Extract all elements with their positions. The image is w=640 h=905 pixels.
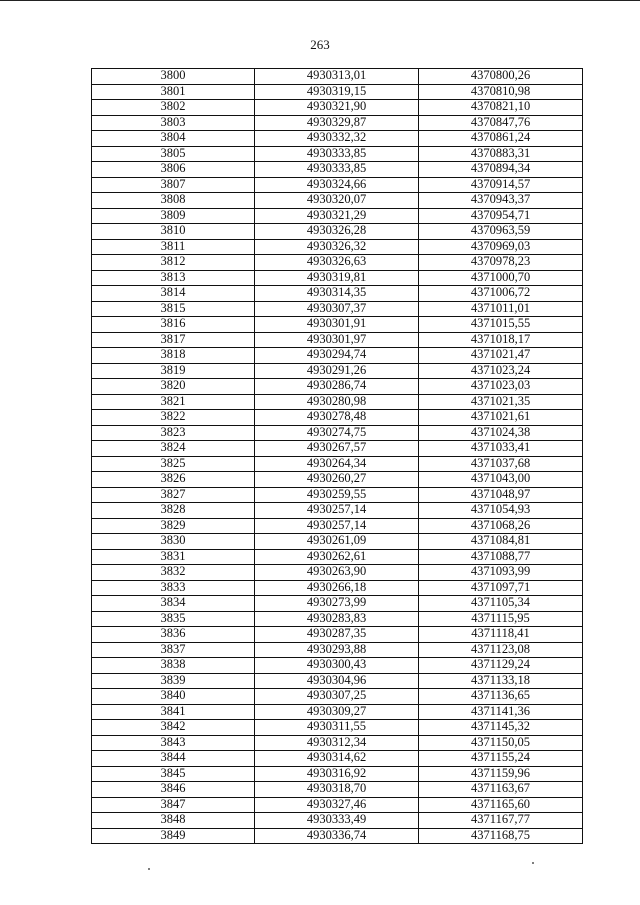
table-row [92,394,583,410]
table-row [92,348,583,364]
table-row [92,255,583,271]
y-coordinate-cell: 4370963,59 [419,224,583,240]
table-row [92,735,583,751]
x-coordinate-cell: 4930286,74 [255,379,419,395]
y-coordinate-cell: 4371023,24 [419,363,583,379]
table-row [92,332,583,348]
x-coordinate-cell: 4930309,27 [255,704,419,720]
y-coordinate-cell: 4370847,76 [419,115,583,131]
x-coordinate-cell: 4930326,32 [255,239,419,255]
point-number-cell: 3818 [92,348,255,364]
y-coordinate-cell: 4371068,26 [419,518,583,534]
y-coordinate-cell: 4370914,57 [419,177,583,193]
point-number-cell: 3847 [92,797,255,813]
table-row [92,317,583,333]
page-top-edge [0,0,640,1]
x-coordinate-cell: 4930263,90 [255,565,419,581]
x-coordinate-cell: 4930262,61 [255,549,419,565]
x-coordinate-cell: 4930319,81 [255,270,419,286]
table-row [92,596,583,612]
point-number-cell: 3810 [92,224,255,240]
y-coordinate-cell: 4371105,34 [419,596,583,612]
x-coordinate-cell: 4930333,85 [255,162,419,178]
point-number-cell: 3813 [92,270,255,286]
x-coordinate-cell: 4930336,74 [255,828,419,844]
table-row [92,782,583,798]
y-coordinate-cell: 4371006,72 [419,286,583,302]
point-number-cell: 3849 [92,828,255,844]
y-coordinate-cell: 4371155,24 [419,751,583,767]
y-coordinate-cell: 4371021,61 [419,410,583,426]
point-number-cell: 3848 [92,813,255,829]
x-coordinate-cell: 4930327,46 [255,797,419,813]
point-number-cell: 3840 [92,689,255,705]
table-row [92,193,583,209]
x-coordinate-cell: 4930332,32 [255,131,419,147]
point-number-cell: 3843 [92,735,255,751]
table-row [92,115,583,131]
y-coordinate-cell: 4371167,77 [419,813,583,829]
x-coordinate-cell: 4930267,57 [255,441,419,457]
y-coordinate-cell: 4371048,97 [419,487,583,503]
y-coordinate-cell: 4371133,18 [419,673,583,689]
table-row [92,379,583,395]
table-row [92,270,583,286]
x-coordinate-cell: 4930280,98 [255,394,419,410]
table-row [92,425,583,441]
point-number-cell: 3832 [92,565,255,581]
table-row [92,813,583,829]
table-row [92,84,583,100]
x-coordinate-cell: 4930314,62 [255,751,419,767]
y-coordinate-cell: 4370954,71 [419,208,583,224]
coordinates-table [91,68,583,844]
x-coordinate-cell: 4930324,66 [255,177,419,193]
point-number-cell: 3816 [92,317,255,333]
x-coordinate-cell: 4930264,34 [255,456,419,472]
y-coordinate-cell: 4371023,03 [419,379,583,395]
table-row [92,410,583,426]
table-row [92,472,583,488]
y-coordinate-cell: 4371118,41 [419,627,583,643]
point-number-cell: 3808 [92,193,255,209]
point-number-cell: 3829 [92,518,255,534]
y-coordinate-cell: 4370883,31 [419,146,583,162]
x-coordinate-cell: 4930319,15 [255,84,419,100]
x-coordinate-cell: 4930318,70 [255,782,419,798]
x-coordinate-cell: 4930257,14 [255,503,419,519]
y-coordinate-cell: 4371011,01 [419,301,583,317]
point-number-cell: 3828 [92,503,255,519]
x-coordinate-cell: 4930300,43 [255,658,419,674]
x-coordinate-cell: 4930287,35 [255,627,419,643]
x-coordinate-cell: 4930333,85 [255,146,419,162]
table-row [92,766,583,782]
table-row [92,100,583,116]
point-number-cell: 3842 [92,720,255,736]
y-coordinate-cell: 4371024,38 [419,425,583,441]
table-row [92,363,583,379]
x-coordinate-cell: 4930304,96 [255,673,419,689]
table-row [92,69,583,85]
point-number-cell: 3800 [92,69,255,85]
y-coordinate-cell: 4371159,96 [419,766,583,782]
y-coordinate-cell: 4371000,70 [419,270,583,286]
point-number-cell: 3827 [92,487,255,503]
point-number-cell: 3819 [92,363,255,379]
point-number-cell: 3812 [92,255,255,271]
point-number-cell: 3814 [92,286,255,302]
table-row [92,162,583,178]
x-coordinate-cell: 4930307,37 [255,301,419,317]
table-row [92,549,583,565]
y-coordinate-cell: 4370800,26 [419,69,583,85]
table-row [92,720,583,736]
table-row [92,642,583,658]
point-number-cell: 3839 [92,673,255,689]
table-row [92,503,583,519]
point-number-cell: 3802 [92,100,255,116]
y-coordinate-cell: 4370978,23 [419,255,583,271]
x-coordinate-cell: 4930259,55 [255,487,419,503]
point-number-cell: 3820 [92,379,255,395]
point-number-cell: 3803 [92,115,255,131]
y-coordinate-cell: 4371129,24 [419,658,583,674]
y-coordinate-cell: 4371097,71 [419,580,583,596]
y-coordinate-cell: 4370969,03 [419,239,583,255]
point-number-cell: 3838 [92,658,255,674]
x-coordinate-cell: 4930278,48 [255,410,419,426]
table-row [92,580,583,596]
x-coordinate-cell: 4930301,91 [255,317,419,333]
y-coordinate-cell: 4371150,05 [419,735,583,751]
coordinates-table-body [92,69,583,844]
point-number-cell: 3831 [92,549,255,565]
table-row [92,627,583,643]
x-coordinate-cell: 4930293,88 [255,642,419,658]
x-coordinate-cell: 4930294,74 [255,348,419,364]
y-coordinate-cell: 4371163,67 [419,782,583,798]
y-coordinate-cell: 4371018,17 [419,332,583,348]
table-row [92,131,583,147]
x-coordinate-cell: 4930321,90 [255,100,419,116]
table-row [92,456,583,472]
x-coordinate-cell: 4930329,87 [255,115,419,131]
y-coordinate-cell: 4370943,37 [419,193,583,209]
point-number-cell: 3825 [92,456,255,472]
x-coordinate-cell: 4930311,55 [255,720,419,736]
point-number-cell: 3826 [92,472,255,488]
table-row [92,611,583,627]
y-coordinate-cell: 4371093,99 [419,565,583,581]
x-coordinate-cell: 4930261,09 [255,534,419,550]
y-coordinate-cell: 4371145,32 [419,720,583,736]
table-row [92,224,583,240]
point-number-cell: 3806 [92,162,255,178]
point-number-cell: 3834 [92,596,255,612]
point-number-cell: 3809 [92,208,255,224]
y-coordinate-cell: 4370810,98 [419,84,583,100]
point-number-cell: 3807 [92,177,255,193]
point-number-cell: 3822 [92,410,255,426]
y-coordinate-cell: 4371123,08 [419,642,583,658]
table-row [92,658,583,674]
x-coordinate-cell: 4930301,97 [255,332,419,348]
table-row [92,828,583,844]
table-row [92,286,583,302]
y-coordinate-cell: 4371141,36 [419,704,583,720]
x-coordinate-cell: 4930260,27 [255,472,419,488]
x-coordinate-cell: 4930316,92 [255,766,419,782]
table-row [92,797,583,813]
point-number-cell: 3836 [92,627,255,643]
x-coordinate-cell: 4930291,26 [255,363,419,379]
y-coordinate-cell: 4371168,75 [419,828,583,844]
x-coordinate-cell: 4930314,35 [255,286,419,302]
point-number-cell: 3835 [92,611,255,627]
point-number-cell: 3811 [92,239,255,255]
point-number-cell: 3823 [92,425,255,441]
table-row [92,565,583,581]
point-number-cell: 3804 [92,131,255,147]
x-coordinate-cell: 4930283,83 [255,611,419,627]
x-coordinate-cell: 4930313,01 [255,69,419,85]
point-number-cell: 3841 [92,704,255,720]
point-number-cell: 3815 [92,301,255,317]
point-number-cell: 3805 [92,146,255,162]
y-coordinate-cell: 4371054,93 [419,503,583,519]
x-coordinate-cell: 4930312,34 [255,735,419,751]
x-coordinate-cell: 4930321,29 [255,208,419,224]
table-row [92,534,583,550]
point-number-cell: 3830 [92,534,255,550]
x-coordinate-cell: 4930307,25 [255,689,419,705]
x-coordinate-cell: 4930266,18 [255,580,419,596]
x-coordinate-cell: 4930257,14 [255,518,419,534]
x-coordinate-cell: 4930320,07 [255,193,419,209]
point-number-cell: 3801 [92,84,255,100]
page-number: 263 [310,37,330,52]
scan-speck [148,868,150,870]
y-coordinate-cell: 4370821,10 [419,100,583,116]
point-number-cell: 3844 [92,751,255,767]
table-row [92,177,583,193]
y-coordinate-cell: 4370861,24 [419,131,583,147]
y-coordinate-cell: 4371136,65 [419,689,583,705]
table-row [92,208,583,224]
x-coordinate-cell: 4930326,63 [255,255,419,271]
table-row [92,239,583,255]
point-number-cell: 3821 [92,394,255,410]
table-row [92,146,583,162]
y-coordinate-cell: 4371033,41 [419,441,583,457]
point-number-cell: 3846 [92,782,255,798]
table-row [92,673,583,689]
y-coordinate-cell: 4371115,95 [419,611,583,627]
point-number-cell: 3833 [92,580,255,596]
y-coordinate-cell: 4371084,81 [419,534,583,550]
y-coordinate-cell: 4371021,35 [419,394,583,410]
x-coordinate-cell: 4930274,75 [255,425,419,441]
y-coordinate-cell: 4371037,68 [419,456,583,472]
table-row [92,751,583,767]
table-row [92,518,583,534]
table-row [92,487,583,503]
y-coordinate-cell: 4371165,60 [419,797,583,813]
point-number-cell: 3824 [92,441,255,457]
y-coordinate-cell: 4371088,77 [419,549,583,565]
point-number-cell: 3845 [92,766,255,782]
y-coordinate-cell: 4371021,47 [419,348,583,364]
table-row [92,301,583,317]
x-coordinate-cell: 4930333,49 [255,813,419,829]
point-number-cell: 3837 [92,642,255,658]
x-coordinate-cell: 4930326,28 [255,224,419,240]
table-row [92,689,583,705]
x-coordinate-cell: 4930273,99 [255,596,419,612]
y-coordinate-cell: 4371043,00 [419,472,583,488]
table-row [92,704,583,720]
scan-speck [532,862,534,864]
y-coordinate-cell: 4370894,34 [419,162,583,178]
point-number-cell: 3817 [92,332,255,348]
y-coordinate-cell: 4371015,55 [419,317,583,333]
table-row [92,441,583,457]
